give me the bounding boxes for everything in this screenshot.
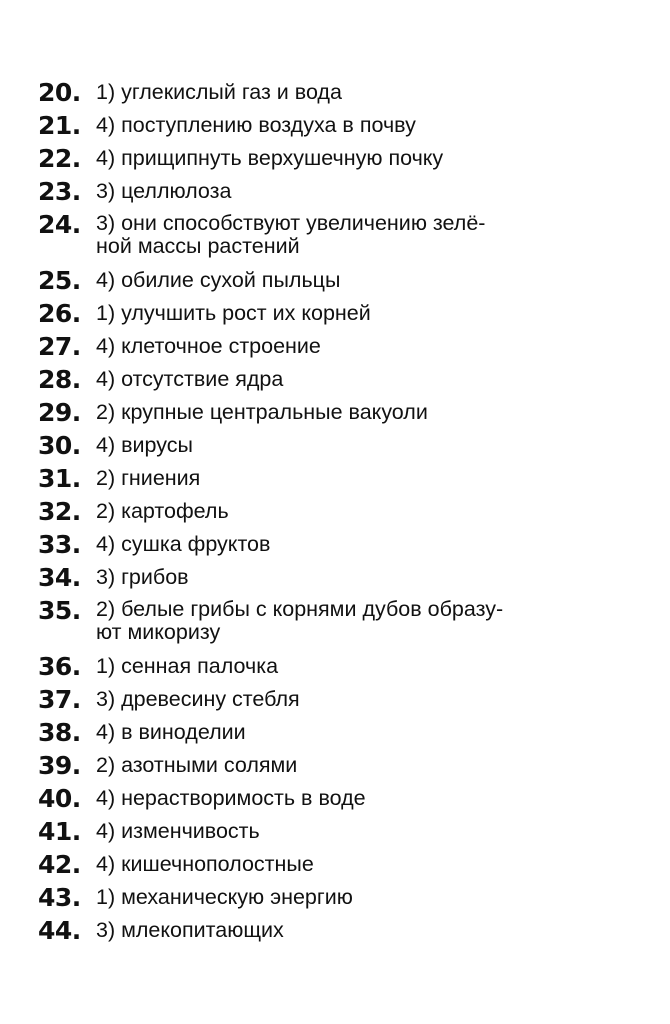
answer-text: 4) обилие сухой пыльцы xyxy=(96,268,341,292)
answer-text: 1) сенная палочка xyxy=(96,654,279,678)
answer-row-37 xyxy=(38,683,638,716)
answer-text: 2) картофель xyxy=(96,499,229,523)
answer-text: 4) в виноделии xyxy=(96,720,246,744)
answer-number: 24. xyxy=(38,210,81,239)
answer-number: 29. xyxy=(38,398,81,427)
answer-text-block xyxy=(96,594,586,650)
answer-row-31 xyxy=(38,462,638,495)
answer-number: 36. xyxy=(38,652,81,681)
answer-text: 3) млекопитающих xyxy=(96,918,284,942)
answer-number: 26. xyxy=(38,299,81,328)
answer-row-29 xyxy=(38,396,638,429)
answer-number: 39. xyxy=(38,751,81,780)
answer-number: 27. xyxy=(38,332,81,361)
answer-row-28 xyxy=(38,363,638,396)
answer-number: 33. xyxy=(38,530,81,559)
answer-number: 30. xyxy=(38,431,81,460)
answer-number: 35. xyxy=(38,596,81,625)
answer-row-21 xyxy=(38,109,638,142)
answer-row-36 xyxy=(38,650,638,683)
answer-number: 40. xyxy=(38,784,81,813)
answer-text: 2) крупные центральные вакуоли xyxy=(96,400,428,424)
answer-row-27 xyxy=(38,330,638,363)
answer-number: 21. xyxy=(38,111,81,140)
answer-text-line: ной массы растений xyxy=(96,234,300,258)
answer-row-32 xyxy=(38,495,638,528)
answer-row-39 xyxy=(38,749,638,782)
answer-row-23 xyxy=(38,175,638,208)
answer-number: 20. xyxy=(38,78,81,107)
answer-number: 32. xyxy=(38,497,81,526)
answer-text: 2) азотными солями xyxy=(96,753,298,777)
answer-text: 4) изменчивость xyxy=(96,819,260,843)
answer-text-line: ют микоризу xyxy=(96,620,221,644)
answer-number: 43. xyxy=(38,883,81,912)
answer-text: 4) прищипнуть верхушечную почку xyxy=(96,146,444,170)
answer-number: 42. xyxy=(38,850,81,879)
answer-number: 23. xyxy=(38,177,81,206)
answer-row-20 xyxy=(38,76,638,109)
answer-row-30 xyxy=(38,429,638,462)
answer-number: 41. xyxy=(38,817,81,846)
answer-number: 44. xyxy=(38,916,81,945)
answer-row-41 xyxy=(38,815,638,848)
answer-text-line: 2) белые грибы с корнями дубов образу- xyxy=(96,597,504,621)
answer-number: 38. xyxy=(38,718,81,747)
answer-row-34 xyxy=(38,561,638,594)
answer-number: 34. xyxy=(38,563,81,592)
answer-text: 1) углекислый газ и вода xyxy=(96,80,342,104)
answer-row-25 xyxy=(38,264,638,297)
answer-row-42 xyxy=(38,848,638,881)
answer-row-22 xyxy=(38,142,638,175)
answer-number: 31. xyxy=(38,464,81,493)
answer-text: 3) древесину стебля xyxy=(96,687,300,711)
answer-row-24 xyxy=(38,208,638,264)
answer-row-38 xyxy=(38,716,638,749)
answer-text: 4) клеточное строение xyxy=(96,334,321,358)
answer-row-44 xyxy=(38,914,638,947)
answer-row-33 xyxy=(38,528,638,561)
answer-row-43 xyxy=(38,881,638,914)
answer-text: 4) вирусы xyxy=(96,433,193,457)
answer-text: 1) механическую энергию xyxy=(96,885,353,909)
answer-text: 4) поступлению воздуха в почву xyxy=(96,113,416,137)
answer-text: 2) гниения xyxy=(96,466,201,490)
answer-number: 37. xyxy=(38,685,81,714)
answer-number: 28. xyxy=(38,365,81,394)
answer-text-line: 3) они способствуют увеличению зелё- xyxy=(96,211,486,235)
answer-number: 25. xyxy=(38,266,81,295)
answer-text: 4) нерастворимость в воде xyxy=(96,786,366,810)
answer-text: 4) сушка фруктов xyxy=(96,532,271,556)
answer-list xyxy=(38,76,638,947)
answer-text-block xyxy=(96,208,586,264)
answer-text: 4) кишечнополостные xyxy=(96,852,314,876)
answer-text: 4) отсутствие ядра xyxy=(96,367,284,391)
answer-text: 3) грибов xyxy=(96,565,189,589)
answer-text: 1) улучшить рост их корней xyxy=(96,301,371,325)
answer-row-35 xyxy=(38,594,638,650)
answer-row-26 xyxy=(38,297,638,330)
answer-number: 22. xyxy=(38,144,81,173)
answer-row-40 xyxy=(38,782,638,815)
answer-text: 3) целлюлоза xyxy=(96,179,232,203)
